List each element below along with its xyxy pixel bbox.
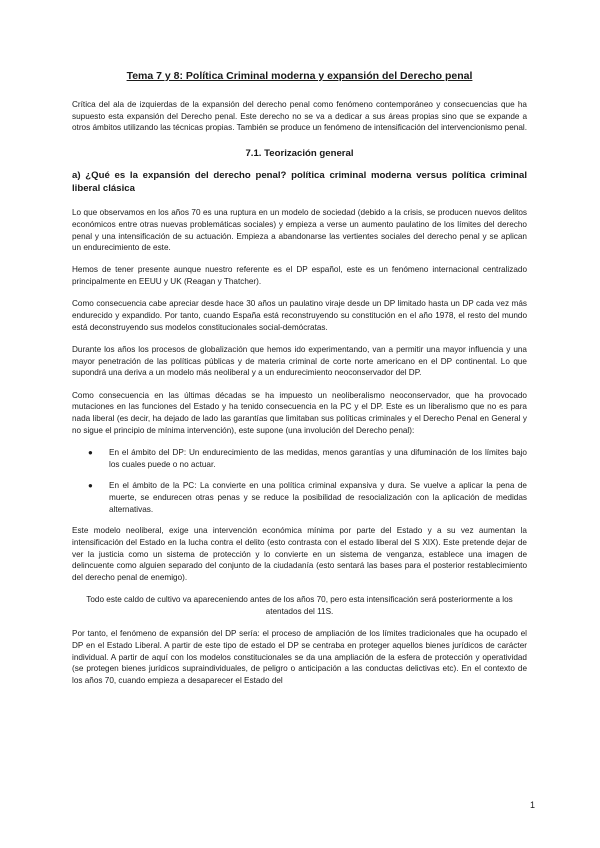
final-paragraph: Por tanto, el fenómeno de expansión del DP sería: el proceso de ampliación de los límites tradicionales que ha ocupado el DP en el Estado Liberal. A partir de este tipo de estado el DP se centraba en proteger aquellos bienes jurídicos de carácter individual. A partir de aquí con los modelos constitucionales se da una ampliación de la esfera de protección y operatividad (se protegen bienes jurídicos supraindividuales, de peligro o anticipación a las conductas delictivas etc). En el contexto de los años 70, cuando empieza a desaparecer el Estado del [72,629,527,686]
bullet-icon: ● [88,481,93,491]
bullet-text: En el ámbito del DP: Un endurecimiento de las medidas, menos garantías y una difuminación de los límites bajo los cuales puede o no actuar. [109,447,527,469]
page-content [72,70,527,697]
bullet-icon: ● [88,447,93,457]
subheading: a) ¿Qué es la expansión del derecho penal? política criminal moderna versus política criminal liberal clásica [72,170,527,194]
bullet-item [72,480,527,515]
paragraph-2: Hemos de tener presente aunque nuestro referente es el DP español, este es un fenómeno internacional centralizado principalmente en EEUU y UK (Reagan y Thatcher). [72,265,527,287]
bullet-item [72,447,527,470]
document-title: Tema 7 y 8: Política Criminal moderna y expansión del Derecho penal [126,70,473,82]
paragraph-1: Lo que observamos en los años 70 es una ruptura en un modelo de sociedad (debido a la crisis, se producen nuevos delitos económicos entre otras nuevas problemáticas sociales) y empieza a verse un aumento paulatino de los límites del derecho penal y una intensificación de su actuación. Empieza a abandonarse las vertientes sociales del derecho penal y se aplican un endurecimiento de este. [72,208,527,253]
page-number: 1 [529,800,535,810]
centered-paragraph: Todo este caldo de cultivo va apareceniendo antes de los años 70, pero esta intensificación será posteriormente a los atentados del 11S. [86,595,513,617]
intro-paragraph: Crítica del ala de izquierdas de la expansión del derecho penal como fenómeno contemporáneo y consecuencias que ha supuesto esta expansión del Derecho penal. Este derecho no se va a dedicar a sus áreas propias sino que se expande a otros ámbitos utilizando las técnicas propias. También se produce un fenómeno de intensificación del intervencionismo penal. [72,100,527,133]
section-heading: 7.1. Teorización general [245,148,354,160]
paragraph-5: Como consecuencia en las últimas décadas se ha impuesto un neoliberalismo neoconservador, que ha provocado mutaciones en las funciones del Estado y ha tenido consecuencia en la PC y el DP. Este es un liberalismo que no es para nada liberal (es decir, ha dejado de lado las garantías que limitaban sus políticas criminales y el Derecho Penal en General y no sigue el principio de mínima intervención), este supone (una involución del Derecho penal): [72,390,527,435]
bullet-list [72,447,527,516]
paragraph-3: Como consecuencia cabe apreciar desde hace 30 años un paulatino viraje desde un DP limitado hasta un DP cada vez más endurecido y expandido. Por tanto, cuando España está reconstruyendo su constitución en el año 1978, el resto del mundo está deconstruyendo sus modelos constitucionales social-demócratas. [72,299,527,332]
paragraph-after-bullets: Este modelo neoliberal, exige una intervención económica mínima por parte del Estado y a su vez aumentan la intensificación del Estado en la lucha contra el delito (esto contrasta con el estado liberal del S XIX). Este pretende dejar de ver la justicia como un sistema de protección y lo convierte en un sistema de venganza, establece una imagen de delincuente como alguien separado del conjunto de la ciudadanía (esto sentará las bases para el posterior restablecimiento del derecho penal de enemigo). [72,526,527,583]
bullet-text: En el ámbito de la PC: La convierte en una política criminal expansiva y dura. Se vuelve a aplicar la pena de muerte, se endurecen otras penas y se reduce la posibilidad de resocialización con la aplicación de medidas alternativas. [109,481,527,514]
paragraph-4: Durante los años los procesos de globalización que hemos ido experimentando, van a permitir una mayor influencia y una mayor penetración de las políticas públicas y de materia criminal de corte norte americano en el DP continental. Lo que supondrá una deriva a un modelo más neoliberal y a un endurecimiento neoconservador del DP. [72,344,527,378]
